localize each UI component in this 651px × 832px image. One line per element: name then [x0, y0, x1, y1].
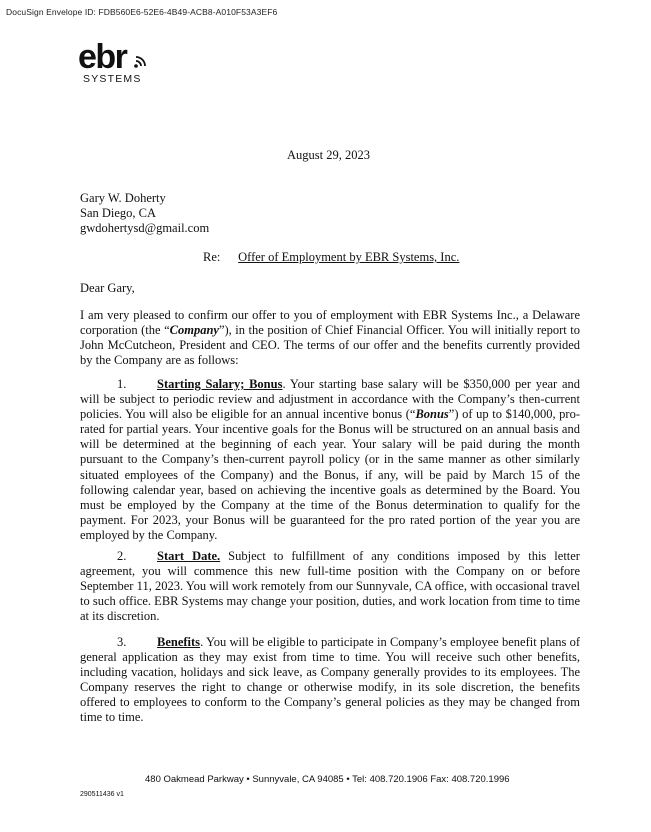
greeting: Dear Gary, [80, 281, 135, 295]
intro-text-1: I am very pleased to confirm our offer to you of employment with EBR Systems Inc., a Delaware corporation (the “ [80, 308, 580, 338]
recipient-email: gwdohertysd@gmail.com [80, 221, 210, 235]
company-defined-term: Company [169, 323, 219, 338]
logo-wordmark: ebr [78, 38, 127, 76]
recipient-address [80, 191, 209, 236]
letter-date: August 29, 2023 [287, 148, 370, 162]
section-start-date [80, 549, 580, 624]
section-text: . You will be eligible to participate in Company’s employee benefit plans of general application as they may exist from time to time. You will receive such other benefits, including vacation, holidays and sick leave, as Company generally provides to its employees. The Company reserves the right to change or otherwise modify, in its sole discretion, the benefits offered to employees to conform to the Company’s general policies as they may be changed from time to time. [80, 635, 580, 725]
recipient-city: San Diego, CA [80, 206, 157, 220]
re-subject: Offer of Employment by EBR Systems, Inc. [238, 250, 460, 264]
intro-text-2: ”), in the position of Chief Financial Officer. You will initially report to John McCutcheon, President and CEO. The terms of our offer and the benefits currently provided by the Company are as follows: [80, 323, 580, 368]
signal-waves-icon [134, 54, 150, 68]
section-benefits [80, 635, 580, 726]
company-footer-address: 480 Oakmead Parkway • Sunnyvale, CA 94085 • Tel: 408.720.1906 Fax: 408.720.1996 [145, 774, 510, 785]
section-number: 1. [117, 377, 127, 391]
section-salary-bonus [80, 377, 580, 543]
document-id: 290511436 v1 [80, 791, 124, 798]
section-number: 2. [117, 549, 127, 563]
re-label: Re: [203, 250, 221, 264]
logo-subtitle: SYSTEMS [83, 73, 142, 85]
docusign-envelope-id: DocuSign Envelope ID: FDB560E6-52E6-4B49-ACB8-A010F53A3EF6 [6, 7, 278, 17]
section-heading: Benefits [157, 635, 201, 649]
ebr-systems-logo [78, 40, 168, 90]
bonus-defined-term: Bonus [415, 407, 449, 422]
section-text-2: ”) of up to $140,000, pro-rated for partial years. Your incentive goals for the Bonus will be structured on an annual basis and will be determined at the beginning of each year. Your salary will be paid during the month pursuant to the Company’s then-current payroll policy (or in the same manner as other similarly situated employees of the Company) and the Bonus, if any, will be paid by March 15 of the following calendar year, based on achieving the incentive goals as determined by the Board. You must be employed by the Company at the time of the Bonus determination to qualify for the payment. For 2023, your Bonus will be guaranteed for the pro rated portion of the year you are employed by the Company. [80, 407, 581, 542]
intro-paragraph [80, 308, 580, 368]
recipient-name: Gary W. Doherty [80, 191, 166, 205]
section-number: 3. [117, 635, 127, 649]
section-heading: Start Date. [157, 549, 221, 563]
section-text: Subject to fulfillment of any conditions imposed by this letter agreement, you will commence this new full-time position with the Company on or before September 11, 2023. You will work remotely from our Sunnyvale, CA office, with occasional travel to such office. EBR Systems may change your position, duties, and work location from time to time at its discretion. [80, 549, 580, 624]
re-line [203, 250, 459, 265]
section-text-1: . Your starting base salary will be $350,000 per year and will be subject to periodic review and adjustment in accordance with the Company’s then-current policies. You will also be eligible for an annual incentive bonus (“ [80, 377, 580, 422]
section-heading: Starting Salary; Bonus [157, 377, 283, 391]
